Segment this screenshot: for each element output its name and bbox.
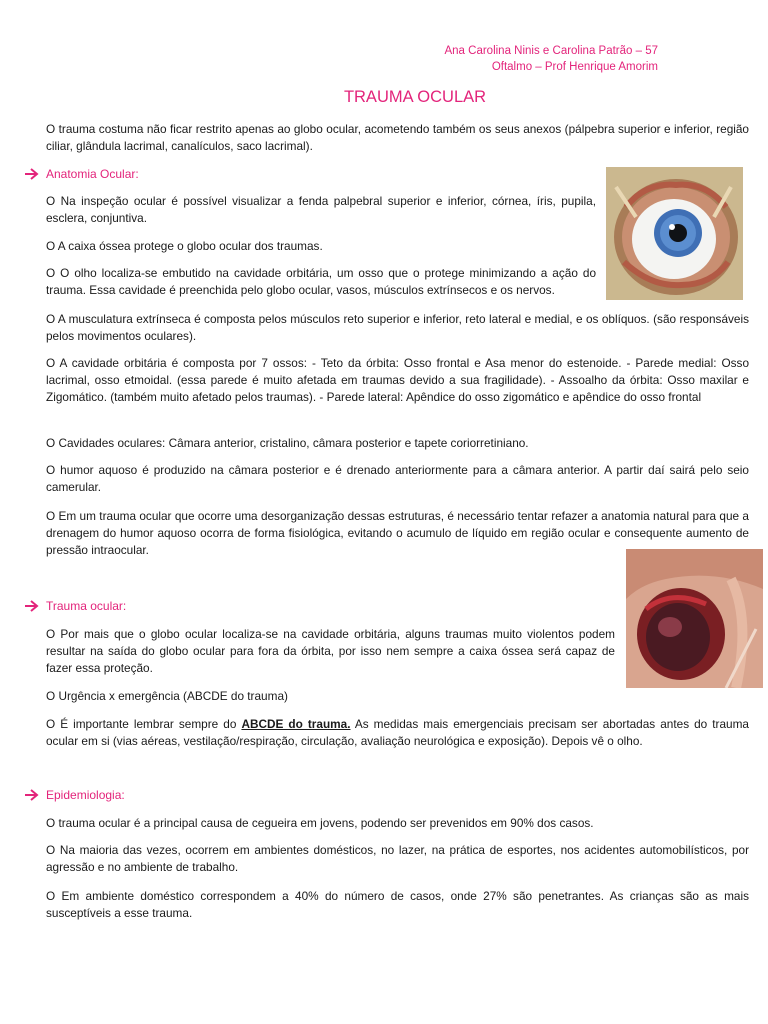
anatomy-heading-label: Anatomia Ocular: — [46, 167, 139, 181]
header-authors: Ana Carolina Ninis e Carolina Patrão – 57 — [444, 45, 658, 57]
trauma-paragraph-1: O Por mais que o globo ocular localiza-se na cavidade orbitária, alguns traumas muito violentos podem resultar na saída do globo ocular para fora da órbita, por isso nem sempre a caixa óssea será capaz de fazer essa proteção. — [46, 627, 615, 675]
trauma-paragraph-2: O Urgência x emergência (ABCDE do trauma) — [46, 689, 288, 703]
trauma-p3-suffix: As medidas mais emergenciais precisam ser abortadas antes do trauma ocular em si (vias aéreas, vestilação/respiração, circulação, avaliação neurológica e exposição). Depois vê o olho. — [46, 717, 749, 748]
eye-anatomy-image — [606, 167, 743, 300]
page-title: TRAUMA OCULAR — [343, 88, 487, 106]
epidemiology-heading-label: Epidemiologia: — [46, 788, 125, 802]
section-heading-trauma — [24, 599, 126, 613]
arrow-right-icon — [24, 167, 40, 181]
eye-trauma-image — [626, 549, 763, 688]
arrow-right-icon — [24, 788, 40, 802]
abcde-emphasis: ABCDE do trauma. — [241, 717, 351, 731]
header-course: Oftalmo – Prof Henrique Amorim — [491, 61, 658, 73]
arrow-right-icon — [24, 599, 40, 613]
anatomy-paragraph-6: O Cavidades oculares: Câmara anterior, cristalino, câmara posterior e tapete coriorretiniano. — [46, 436, 529, 450]
anatomy-paragraph-4: O A musculatura extrínseca é composta pelos músculos reto superior e inferior, reto lateral e medial, e os oblíquos. (são responsáveis pelos movimentos oculares). — [46, 312, 749, 343]
anatomy-paragraph-7: O humor aquoso é produzido na câmara posterior e é drenado anteriormente para a câmara anterior. A partir daí sairá pelo seio camerular. — [46, 463, 749, 494]
epidemiology-paragraph-1: O trauma ocular é a principal causa de cegueira em jovens, podendo ser prevenidos em 90% dos casos. — [46, 816, 594, 830]
section-heading-epidemiology — [24, 788, 125, 802]
anatomy-paragraph-8: O Em um trauma ocular que ocorre uma desorganização dessas estruturas, é necessário tentar refazer a anatomia natural para que a drenagem do humor aquoso ocorra de forma fisiológica, evitando o acumulo de líquido em região ocular e consequente aumento de pressão intraocular. — [46, 509, 749, 557]
section-heading-anatomy — [24, 167, 139, 181]
page-header — [444, 43, 658, 75]
trauma-paragraph-3 — [46, 716, 749, 750]
epidemiology-paragraph-2: O Na maioria das vezes, ocorrem em ambientes domésticos, no lazer, na prática de esportes, nos acidentes automobilísticos, por agressão e no ambiente de trabalho. — [46, 843, 749, 874]
anatomy-paragraph-2: O A caixa óssea protege o globo ocular dos traumas. — [46, 239, 323, 253]
intro-paragraph: O trauma costuma não ficar restrito apenas ao globo ocular, acometendo também os seus anexos (pálpebra superior e inferior, região ciliar, glândula lacrimal, canalículos, saco lacrimal). — [46, 122, 749, 153]
trauma-p3-prefix: O É importante lembrar sempre do — [46, 717, 242, 731]
trauma-heading-label: Trauma ocular: — [46, 599, 127, 613]
anatomy-paragraph-3: O O olho localiza-se embutido na cavidade orbitária, um osso que o protege minimizando a ação do trauma. Essa cavidade é preenchida pelo globo ocular, vasos, músculos extrínsecos e os nervos. — [46, 266, 596, 297]
anatomy-paragraph-1: O Na inspeção ocular é possível visualizar a fenda palpebral superior e inferior, córnea, íris, pupila, esclera, conjuntiva. — [46, 194, 596, 225]
epidemiology-paragraph-3: O Em ambiente doméstico correspondem a 40% do número de casos, onde 27% são penetrantes. As crianças são as mais susceptíveis a esse trauma. — [46, 889, 749, 920]
anatomy-paragraph-5: O A cavidade orbitária é composta por 7 ossos: - Teto da órbita: Osso frontal e Asa menor do estenoide. - Parede medial: Osso lacrimal, osso etmoidal. (essa parede é muito afetada em traumas devido a sua fragilidade). - Assoalho da órbita: Osso maxilar e Zigomático. (também muito afetado pelos traumas). - Parede lateral: Apêndice do osso zigomático e apêndice do osso frontal — [46, 356, 749, 404]
